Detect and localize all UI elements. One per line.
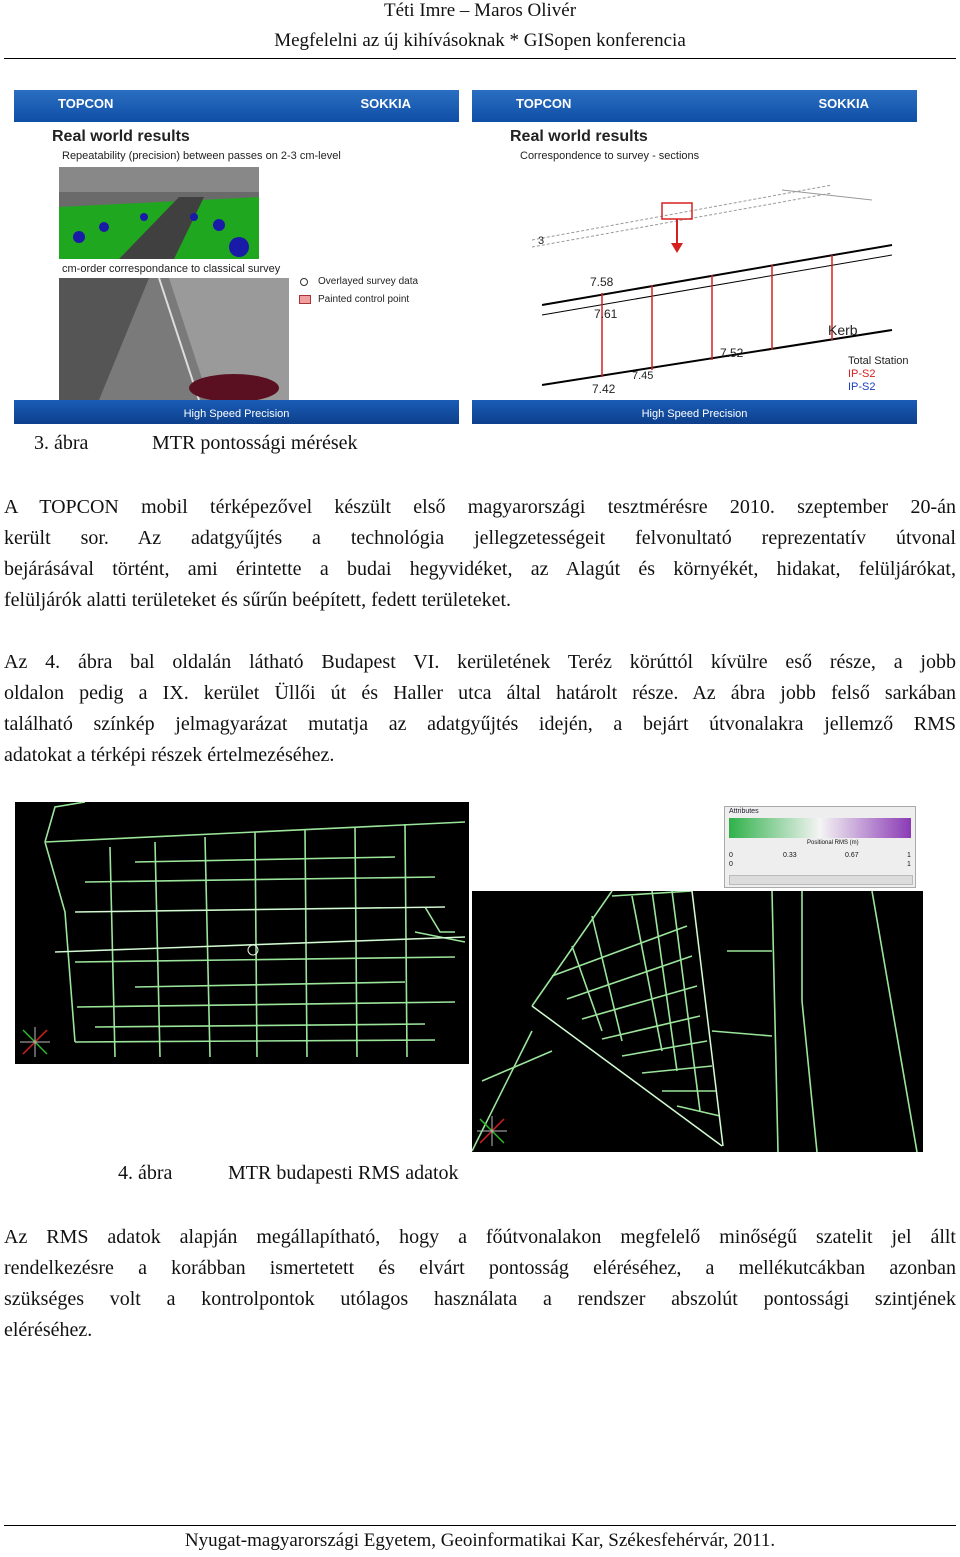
paragraph-line: A TOPCON mobil térképezővel készült első magyarországi tesztmérésre 2010. szeptember 20-án [4, 496, 956, 518]
footer-rule [4, 1525, 956, 1526]
ip-s2-legend-red: IP-S2 [848, 368, 876, 380]
running-header-conference: Megfelelni az új kihívásoknak * GISopen konferencia [274, 30, 686, 51]
legend-high-value: 1 [907, 861, 911, 868]
control-point-legend-icon [299, 295, 311, 304]
slide-footer-text: High Speed Precision [183, 408, 290, 420]
header-rule [4, 58, 956, 59]
slide-bullet-1: Repeatability (precision) between passes on 2-3 cm-level [62, 150, 341, 162]
figure3-caption-text: MTR pontossági mérések [152, 432, 358, 454]
sokkia-logo: SOKKIA [818, 96, 869, 111]
running-footer: Nyugat-magyarországi Egyetem, Geoinformatikai Kar, Székesfehérvár, 2011. [184, 1530, 776, 1551]
legend-tick: 0.67 [845, 852, 859, 859]
figure4-right-rms-map [472, 891, 923, 1152]
slide-title: Real world results [510, 128, 648, 145]
legend-tick: 0 [729, 852, 733, 859]
figure4-caption-number: 4. ábra [118, 1162, 173, 1184]
road-survey-photo [59, 278, 289, 400]
compass-rose-icon [477, 1116, 507, 1146]
kerb-label: Kerb [828, 322, 858, 338]
slide-title: Real world results [52, 128, 190, 145]
legend-painted-control-point: Painted control point [318, 294, 410, 305]
topcon-logo: TOPCON [516, 96, 572, 111]
paragraph-line: szükséges volt a kontrolpontok utólagos használata a rendszer abszolút pontossági szintjének [4, 1288, 956, 1310]
slide-footer-text: High Speed Precision [641, 408, 748, 420]
legend-overlayed-survey: Overlayed survey data [318, 276, 419, 287]
running-header-authors: Téti Imre – Maros Olivér [383, 0, 577, 21]
figure4-left-rms-map [15, 802, 469, 1064]
elevation-label: 7.52 [720, 346, 744, 360]
legend-subtitle: Positional RMS (m) [807, 840, 859, 846]
elevation-label: 7.58 [590, 275, 614, 289]
slide-bullet-2: cm-order correspondance to classical survey [62, 263, 281, 275]
paragraph-line: Az RMS adatok alapján megállapítható, hogy a főútvonalakon megfelelő minőségű szatelit jel állt [4, 1226, 956, 1248]
paragraph-line: felüljárók alatti területeket és sűrűn beépített, fedett területeket. [4, 589, 512, 611]
elevation-label: 7.42 [592, 382, 616, 396]
paragraph-1 [4, 492, 956, 616]
paragraph-line: oldalon pedig a IX. kerület Üllői út és Haller utca által határolt része. Az ábra jobb felső sarkában [4, 682, 956, 704]
ip-s2-legend-blue: IP-S2 [848, 381, 876, 393]
point-cloud-track-image [59, 167, 259, 259]
survey-data-legend-icon [300, 278, 308, 286]
figure3-left-slide [14, 90, 459, 424]
elevation-label: 7.45 [632, 370, 654, 382]
rms-color-ramp [729, 818, 911, 838]
legend-low-value: 0 [729, 861, 733, 868]
legend-scrollbar [729, 875, 913, 885]
paragraph-line: Az 4. ábra bal oldalán látható Budapest VI. kerületének Teréz körúttól kívülre eső része, a jobb [4, 651, 956, 673]
paragraph-line: bejárásával történt, ami érintette a budai hegyvidéket, az Alagút és környékét, hidakat, felüljárókat, [4, 558, 956, 580]
paragraph-3 [4, 1222, 956, 1346]
section-number-label: 3 [538, 235, 545, 247]
figure4-caption-text: MTR budapesti RMS adatok [228, 1162, 459, 1184]
legend-tick: 1 [907, 852, 911, 859]
legend-tick: 0.33 [783, 852, 797, 859]
legend-title: Attributes [729, 808, 759, 815]
paragraph-line: került sor. Az adatgyűjtés a technológia jellegzetességeit felvonultató reprezentatív útvonal [4, 527, 956, 549]
topcon-logo: TOPCON [58, 96, 114, 111]
total-station-legend: Total Station [848, 355, 909, 367]
sokkia-logo: SOKKIA [360, 96, 411, 111]
paragraph-line: eléréséhez. [4, 1319, 93, 1341]
paragraph-line: található színkép jelmagyarázat mutatja az adatgyűjtés idején, a bejárt útvonalakra jellemző RMS [4, 713, 956, 735]
rms-color-legend [724, 806, 916, 888]
slide-bullet-1: Correspondence to survey - sections [520, 150, 700, 162]
paragraph-line: rendelkezésre a korábban ismertetett és elvárt pontosság eléréséhez, a mellékutcákban azonban [4, 1257, 956, 1279]
paragraph-2 [4, 647, 956, 771]
compass-rose-icon [20, 1027, 50, 1057]
figure3-right-slide [472, 90, 917, 424]
figure3-caption-number: 3. ábra [34, 432, 89, 454]
paragraph-line: adatokat a térképi részek értelmezéséhez. [4, 744, 335, 766]
elevation-label: 7.61 [594, 307, 618, 321]
